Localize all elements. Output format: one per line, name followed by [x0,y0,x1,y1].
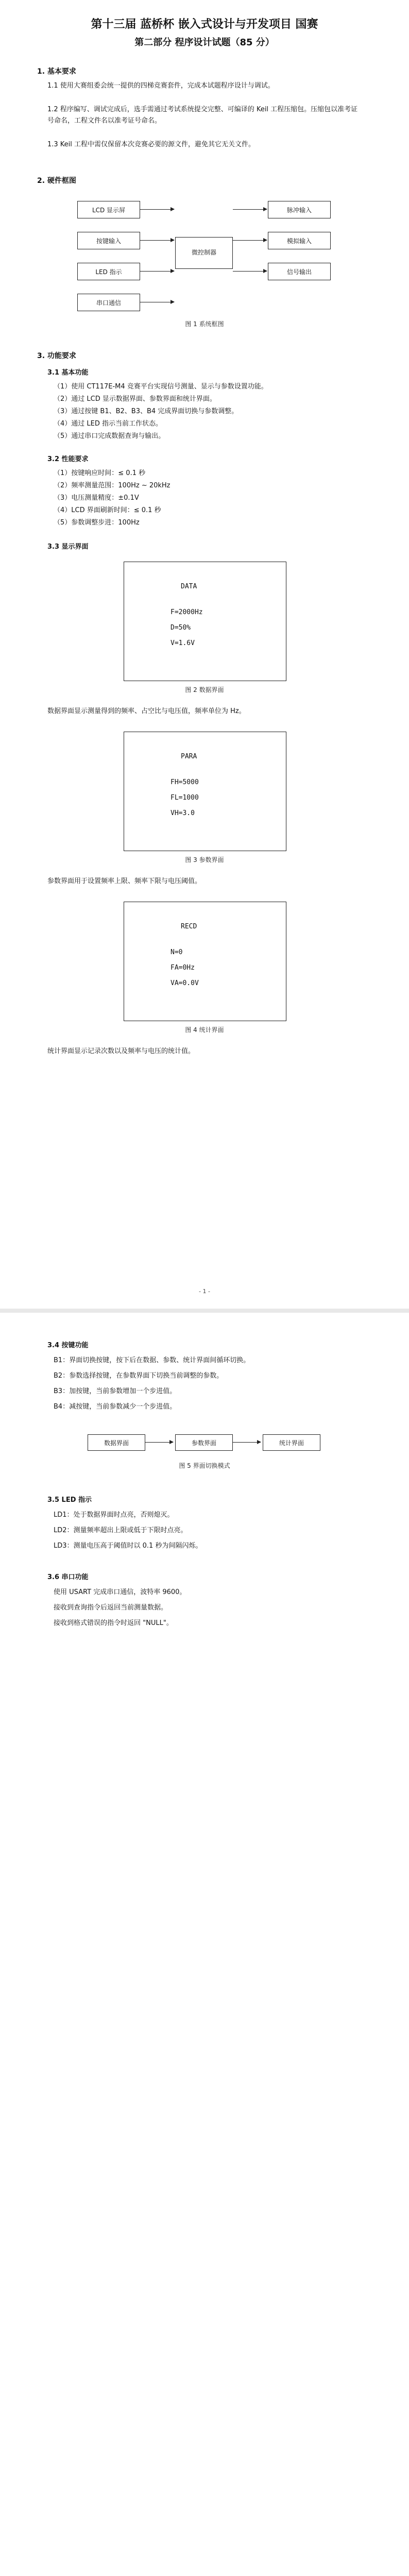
subsection-heading: 3.4 按键功能 [47,1342,89,1349]
block-diagram [77,196,332,314]
list-item: LD2：测量频率超出上限或低于下限时点亮。 [54,1527,188,1534]
figure-caption: 图 2 数据界面 [185,686,224,693]
subsection-heading: 3.5 LED 指示 [47,1496,92,1504]
diagram-arrow [233,271,267,272]
lcd-screen [124,732,286,851]
paragraph: 参数界面用于设置频率上限、频率下限与电压阈值。 [47,877,202,885]
section-heading: 2. 硬件框图 [37,177,76,185]
page-title: 第十三届 蓝桥杯 嵌入式设计与开发项目 国赛 [91,18,318,31]
list-item: B3：加按键，当前参数增加一个步进值。 [54,1387,177,1395]
page-subtitle: 第二部分 程序设计试题（85 分） [134,37,275,48]
diagram-arrow [233,209,267,210]
diagram-box: 按键输入 [77,232,140,249]
list-item: 接收到查询指令后返回当前测量数据。 [54,1604,168,1612]
lcd-line: RECD [181,923,197,930]
diagram-box: 微控制器 [175,237,233,269]
list-item: B2：参数选择按键，在参数界面下切换当前调整的参数。 [54,1372,224,1380]
flow-arrow [233,1442,261,1443]
lcd-line: DATA [181,583,197,590]
diagram-box: 模拟输入 [268,232,331,249]
list-item: （3）通过按键 B1、B2、B3、B4 完成界面切换与参数调整。 [54,408,238,415]
list-item: 接收到格式错误的指令时返回 "NULL"。 [54,1619,173,1627]
list-item: B1：界面切换按键，按下后在数据、参数、统计界面间循环切换。 [54,1357,250,1364]
paragraph: 统计界面显示记录次数以及频率与电压的统计值。 [47,1047,195,1055]
list-item: （5）通过串口完成数据查询与输出。 [54,432,165,440]
lcd-line: D=50% [171,624,191,632]
list-item: （4）LCD 界面刷新时间：≤ 0.1 秒 [54,506,161,514]
diagram-box: 串口通信 [77,294,140,311]
subsection-heading: 3.1 基本功能 [47,369,89,377]
list-item: （2）通过 LCD 显示数据界面、参数界面和统计界面。 [54,395,216,403]
lcd-line: FH=5000 [171,778,199,786]
lcd-line: FA=0Hz [171,964,195,972]
list-item: （2）频率测量范围：100Hz ~ 20kHz [54,482,171,489]
lcd-screen [124,562,286,681]
list-item: （1）按键响应时间：≤ 0.1 秒 [54,469,146,477]
list-item: （1）使用 CT117E-M4 竞赛平台实现信号测量、显示与参数设置功能。 [54,383,268,391]
list-item: B4：减按键，当前参数减少一个步进值。 [54,1403,177,1411]
list-item: （5）参数调整步进：100Hz [54,519,140,527]
diagram-arrow [140,240,174,241]
page-divider [0,1309,409,1313]
subsection-heading: 3.2 性能要求 [47,455,89,463]
diagram-arrow [140,271,174,272]
figure-caption: 图 5 界面切换模式 [179,1462,230,1469]
lcd-line: VA=0.0V [171,979,199,987]
paragraph: 数据界面显示测量得到的频率、占空比与电压值，频率单位为 Hz。 [47,707,246,715]
flow-box: 参数界面 [175,1434,233,1451]
diagram-arrow [140,209,174,210]
flow-box: 统计界面 [263,1434,320,1451]
list-item: LD3：测量电压高于阈值时以 0.1 秒为间隔闪烁。 [54,1542,202,1550]
lcd-line: N=0 [171,948,183,956]
diagram-box: 脉冲输入 [268,201,331,218]
flow-arrow [145,1442,173,1443]
list-item: LD1：处于数据界面时点亮，否则熄灭。 [54,1511,174,1519]
figure-caption: 图 1 系统框图 [185,320,224,328]
flow-diagram [88,1432,321,1453]
figure-caption: 图 4 统计界面 [185,1026,224,1033]
flow-box: 数据界面 [88,1434,145,1451]
lcd-line: PARA [181,753,197,760]
section-heading: 1. 基本要求 [37,67,76,76]
diagram-box: LED 指示 [77,263,140,280]
page-number: - 1 - [199,1288,210,1295]
lcd-line: VH=3.0 [171,809,195,817]
diagram-arrow [233,240,267,241]
list-item: （3）电压测量精度：±0.1V [54,494,139,502]
lcd-line: F=2000Hz [171,608,203,616]
diagram-box: 信号输出 [268,263,331,280]
section-heading: 3. 功能要求 [37,352,76,360]
paragraph: 1.3 Keil 工程中需仅保留本次竞赛必要的源文件，避免其它无关文件。 [47,141,255,148]
list-item: （4）通过 LED 指示当前工作状态。 [54,420,163,428]
subsection-heading: 3.3 显示界面 [47,543,89,551]
paragraph: 1.1 使用大赛组委会统一提供的四梯竞赛套件，完成本试题程序设计与调试。 [47,82,275,90]
diagram-box: LCD 显示屏 [77,201,140,218]
lcd-line: V=1.6V [171,639,195,647]
list-item: 使用 USART 完成串口通信，波特率 9600。 [54,1588,186,1596]
figure-caption: 图 3 参数界面 [185,856,224,863]
lcd-screen [124,902,286,1021]
paragraph: 1.2 程序编写、调试完成后，选手需通过考试系统提交完整、可编译的 Keil 工程压缩包。压缩包以准考证号命名，工程文件名以准考证号命名。 [47,106,358,125]
subsection-heading: 3.6 串口功能 [47,1573,89,1581]
lcd-line: FL=1000 [171,794,199,802]
